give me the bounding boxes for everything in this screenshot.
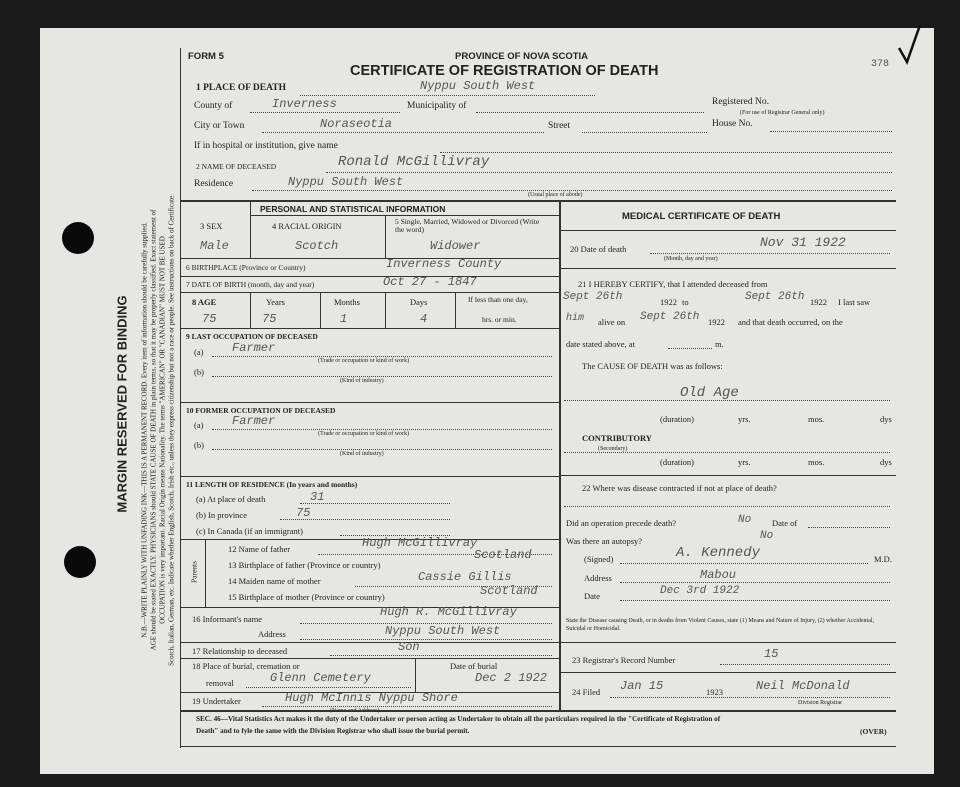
rule (564, 400, 890, 401)
marital-value: Widower (430, 239, 481, 253)
relationship-value: Son (398, 640, 420, 654)
registrar-signature: Neil McDonald (756, 679, 850, 693)
attended-to-value: Sept 26th (745, 291, 805, 303)
rule (385, 215, 386, 258)
sex-value: Male (200, 239, 229, 253)
age-months-value: 1 (340, 312, 348, 326)
birthplace-label: 6 BIRTHPLACE (Province or Country) (186, 263, 306, 272)
province-heading: PROVINCE OF NOVA SCOTIA (455, 51, 589, 62)
attended-from-value: Sept 26th (563, 291, 623, 303)
margin-note-2: AGE should be stated EXACTLY. PHYSICIANS should STATE CAUSE OF DEATH in plain terms, so that it may be properly classified. Exact statement of (149, 209, 158, 651)
rule (455, 292, 456, 328)
left-border (180, 48, 181, 748)
rule (330, 655, 552, 656)
informant-value: Hugh R. McGillivray (380, 605, 517, 619)
burial-date-label: Date of burial (450, 661, 498, 671)
filed-year: 1923 (706, 687, 723, 697)
death-occurred-label: and that death occurred, on the (738, 317, 843, 327)
date-of-label: Date of (772, 518, 798, 528)
signed-label: (Signed) (584, 554, 614, 564)
rule (180, 258, 559, 259)
mother-name-label: 14 Maiden name of mother (228, 576, 321, 586)
rule (250, 215, 559, 216)
less-than-day-label: If less than one day, (468, 295, 528, 304)
physician-address-label: Address (584, 573, 612, 583)
rule (650, 253, 890, 254)
rule (180, 710, 896, 712)
age-value: 75 (202, 312, 217, 326)
rule (246, 687, 411, 688)
last-industry-note: (Kind of industry) (340, 378, 384, 384)
house-no-label: House No. (712, 119, 753, 129)
deceased-name-value: Ronald McGillivray (338, 154, 490, 170)
bottom-border (180, 746, 896, 747)
rule (559, 672, 896, 673)
father-birthplace-value: Scotland (474, 548, 532, 562)
former-industry-note: (Kind of industry) (340, 451, 384, 457)
dob-value: Oct 27 - 1847 (383, 275, 477, 289)
rule (320, 292, 321, 328)
age-days-value: 4 (420, 312, 428, 326)
deceased-name-label: 2 NAME OF DECEASED (196, 162, 277, 171)
rule (250, 292, 251, 328)
former-occupation-b: (b) (194, 440, 204, 450)
record-number-value: 15 (764, 647, 779, 661)
year-from: 1922 (660, 297, 677, 307)
rule (250, 112, 400, 113)
alive-on-label: alive on (598, 317, 626, 327)
city-value: Noraseotia (320, 117, 393, 131)
rule (720, 664, 890, 665)
contributory-mos-label: mos. (808, 457, 825, 467)
rule (300, 503, 450, 504)
stamp-number: 378 (871, 59, 890, 70)
rule (476, 112, 704, 113)
mother-birthplace-label: 15 Birthplace of mother (Province or country) (228, 592, 385, 602)
age-years-value: 75 (262, 312, 277, 326)
father-name-label: 12 Name of father (228, 544, 291, 554)
signed-value: A. Kennedy (676, 545, 761, 561)
in-canada-label: (c) In Canada (if an immigrant) (196, 526, 303, 536)
last-occupation-b: (b) (194, 367, 204, 377)
margin-title: MARGIN RESERVED FOR BINDING (114, 295, 130, 513)
margin-note-4: Scotch, Italian, German, etc. Indicate whether English, Scotch, Irish etc., unless they express citizenship but not a race or people. See instructions on back of Certificate. (167, 194, 176, 666)
marital-label: 5 Single, Married, Widowed or Divorced (Write the word) (395, 217, 540, 235)
street-label: Street (548, 121, 571, 131)
rule (440, 152, 892, 153)
relationship-label: 17 Relationship to deceased (192, 646, 288, 656)
former-occupation-value: Farmer (232, 414, 276, 428)
rule (180, 200, 896, 202)
dob-label: 7 DATE OF BIRTH (month, day and year) (186, 280, 315, 289)
rule (212, 376, 552, 377)
city-label: City or Town (194, 121, 245, 131)
rule (559, 230, 896, 231)
m-label: m. (715, 339, 724, 349)
footer-text-1: SEC. 46—Vital Statistics Act makes it the duty of the Undertaker or person acting as Undertaker to obtain all the particulars required in the "Certificate of Registration of (196, 715, 721, 723)
rule (564, 452, 890, 453)
rule (212, 429, 552, 430)
death-date-note: (Month, day and year) (664, 256, 718, 262)
father-birthplace-label: 13 Birthplace of father (Province or country) (228, 560, 381, 570)
months-label: Months (334, 297, 360, 307)
record-number-label: 23 Registrar's Record Number (572, 655, 676, 665)
margin-note-3: OCCUPATION is very important. Racial Origin means Nationality. The terms "AMERICAN" OR "CANADIAN" MUST NOT BE USED (158, 236, 167, 624)
rule (180, 642, 559, 643)
autopsy-value: No (760, 530, 774, 542)
age-label: 8 AGE (192, 297, 217, 307)
hrs-min-label: hrs. or min. (482, 315, 517, 324)
binding-hole-bottom (64, 546, 96, 578)
violent-causes-note: State the Disease causing Death, or in deaths from Violent Causes, state (1) Means and Nature of Injury, (2) whether Accidental, Suicidal or Homicidal. (566, 618, 875, 632)
rule (205, 539, 206, 607)
mother-name-value: Cassie Gillis (418, 570, 512, 584)
rule (250, 200, 251, 258)
rule (415, 658, 416, 692)
rule (385, 292, 386, 328)
father-name-value: Hugh McGillivray (362, 536, 478, 550)
disease-contracted-label: 22 Where was disease contracted if not at place of death? (582, 483, 777, 493)
footer-text-2: Death" and to fyle the same with the Division Registrar who shall issue the burial permit. (196, 727, 470, 735)
rule (212, 356, 552, 357)
margin-note-1: N.B.—WRITE PLAINLY WITH UNFADING INK—THIS IS A PERMANENT RECORD. Every item of information should be carefully supplied. (140, 222, 149, 638)
rule (559, 475, 896, 476)
former-trade-note: (Trade or occupation or kind of work) (318, 431, 410, 437)
rule (620, 600, 890, 601)
rule (180, 476, 559, 477)
cause-dys-label: dys (880, 414, 892, 424)
year-alive: 1922 (708, 317, 725, 327)
medical-header: MEDICAL CERTIFICATE OF DEATH (622, 211, 781, 222)
certify-line-3: date stated above, at (566, 339, 635, 349)
physician-address-value: Mabou (700, 568, 737, 582)
division-registrar-note: Division Registrar (798, 700, 843, 706)
rule (668, 348, 712, 349)
rule (180, 276, 559, 277)
rule (212, 449, 552, 450)
rule (180, 292, 559, 293)
burial-removal-label: removal (206, 678, 234, 688)
binding-hole-top (62, 222, 94, 254)
rule (180, 328, 559, 329)
filed-value: Jan 15 (620, 679, 664, 693)
residence-note: (Usual place of abode) (528, 192, 583, 198)
over-label: (OVER) (860, 727, 887, 736)
rule (564, 506, 890, 507)
residence-label: Residence (194, 179, 234, 189)
year-to: 1922 (810, 297, 827, 307)
county-label: County of (194, 101, 233, 111)
contributory-yrs-label: yrs. (738, 457, 751, 467)
former-occupation-label: 10 FORMER OCCUPATION OF DECEASED (186, 406, 336, 415)
undertaker-value: Hugh McInnis Nyppu Shore (285, 691, 458, 705)
in-province-value: 75 (296, 506, 311, 520)
race-label: 4 RACIAL ORIGIN (272, 221, 342, 231)
rule (180, 658, 559, 659)
at-place-value: 31 (310, 490, 325, 504)
rule (262, 706, 552, 707)
rule (300, 95, 595, 96)
contributory-label: CONTRIBUTORY (582, 433, 652, 443)
physician-date-value: Dec 3rd 1922 (660, 585, 740, 597)
rule (770, 131, 892, 132)
rule (180, 402, 559, 403)
operation-value: No (738, 514, 752, 526)
certify-line-1: 21 I HEREBY CERTIFY, that I attended deceased from (578, 279, 768, 289)
place-of-death-value: Nyppu South West (420, 79, 536, 93)
death-date-label: 20 Date of death (570, 244, 627, 254)
mother-birthplace-value: Scotland (480, 584, 538, 598)
birthplace-value: Inverness County (386, 257, 502, 271)
residence-length-label: 11 LENGTH OF RESIDENCE (In years and months) (186, 480, 358, 489)
personal-header: PERSONAL AND STATISTICAL INFORMATION (260, 204, 446, 214)
to-label: to (682, 297, 689, 307)
undertaker-label: 19 Undertaker (192, 696, 241, 706)
cause-duration-label: (duration) (660, 414, 694, 424)
years-label: Years (266, 297, 285, 307)
place-of-death-label: 1 PLACE OF DEATH (196, 83, 286, 93)
residence-value: Nyppu South West (288, 175, 404, 189)
rule (300, 639, 552, 640)
last-occupation-a: (a) (194, 347, 204, 357)
registered-no-label: Registered No. (712, 97, 769, 107)
form-number: FORM 5 (188, 51, 224, 62)
sex-label: 3 SEX (200, 221, 223, 231)
burial-date-value: Dec 2 1922 (475, 671, 548, 685)
informant-address-label: Address (258, 629, 286, 639)
pronoun-value: him (566, 313, 585, 324)
rule (252, 190, 892, 191)
at-place-label: (a) At place of death (196, 494, 266, 504)
rule (610, 697, 890, 698)
rule (808, 527, 890, 528)
rule (559, 268, 896, 269)
rule (559, 642, 896, 643)
page-title: CERTIFICATE OF REGISTRATION OF DEATH (350, 63, 659, 79)
rule (280, 519, 450, 520)
death-date-value: Nov 31 1922 (760, 235, 846, 250)
cause-yrs-label: yrs. (738, 414, 751, 424)
rule (582, 132, 707, 133)
burial-place-label: 18 Place of burial, cremation or (192, 661, 300, 671)
cause-mos-label: mos. (808, 414, 825, 424)
physician-date-label: Date (584, 591, 601, 601)
undertaker-note: (Name and Address) (330, 708, 380, 714)
days-label: Days (410, 297, 428, 307)
contributory-dys-label: dys (880, 457, 892, 467)
cause-label: The CAUSE OF DEATH was as follows: (582, 361, 723, 371)
registrar-use-note: (For use of Registrar General only) (740, 110, 825, 116)
rule (620, 582, 890, 583)
municipality-label: Municipality of (407, 101, 467, 111)
contributory-duration-label: (duration) (660, 457, 694, 467)
in-province-label: (b) In province (196, 510, 247, 520)
informant-address-value: Nyppu South West (385, 624, 501, 638)
autopsy-label: Was there an autopsy? (566, 536, 643, 546)
rule (262, 132, 544, 133)
operation-label: Did an operation precede death? (566, 518, 676, 528)
last-trade-note: (Trade or occupation or kind of work) (318, 358, 410, 364)
rule (559, 200, 561, 710)
check-mark-icon (896, 22, 924, 66)
race-value: Scotch (295, 239, 339, 253)
filed-label: 24 Filed (572, 687, 601, 697)
cause-value: Old Age (680, 385, 739, 401)
rule (326, 172, 892, 173)
former-occupation-a: (a) (194, 420, 204, 430)
last-occupation-label: 9 LAST OCCUPATION OF DECEASED (186, 332, 318, 341)
burial-place-value: Glenn Cemetery (270, 671, 371, 685)
md-label: M.D. (874, 554, 892, 564)
alive-on-value: Sept 26th (640, 311, 700, 323)
county-value: Inverness (272, 97, 337, 111)
hospital-label: If in hospital or institution, give name (194, 141, 338, 151)
last-saw-label: I last saw (838, 297, 871, 307)
parents-label: Parents (189, 560, 199, 584)
secondary-note: (Secondary) (598, 446, 628, 452)
informant-label: 16 Informant's name (192, 614, 262, 624)
rule (620, 563, 868, 564)
last-occupation-value: Farmer (232, 341, 276, 355)
